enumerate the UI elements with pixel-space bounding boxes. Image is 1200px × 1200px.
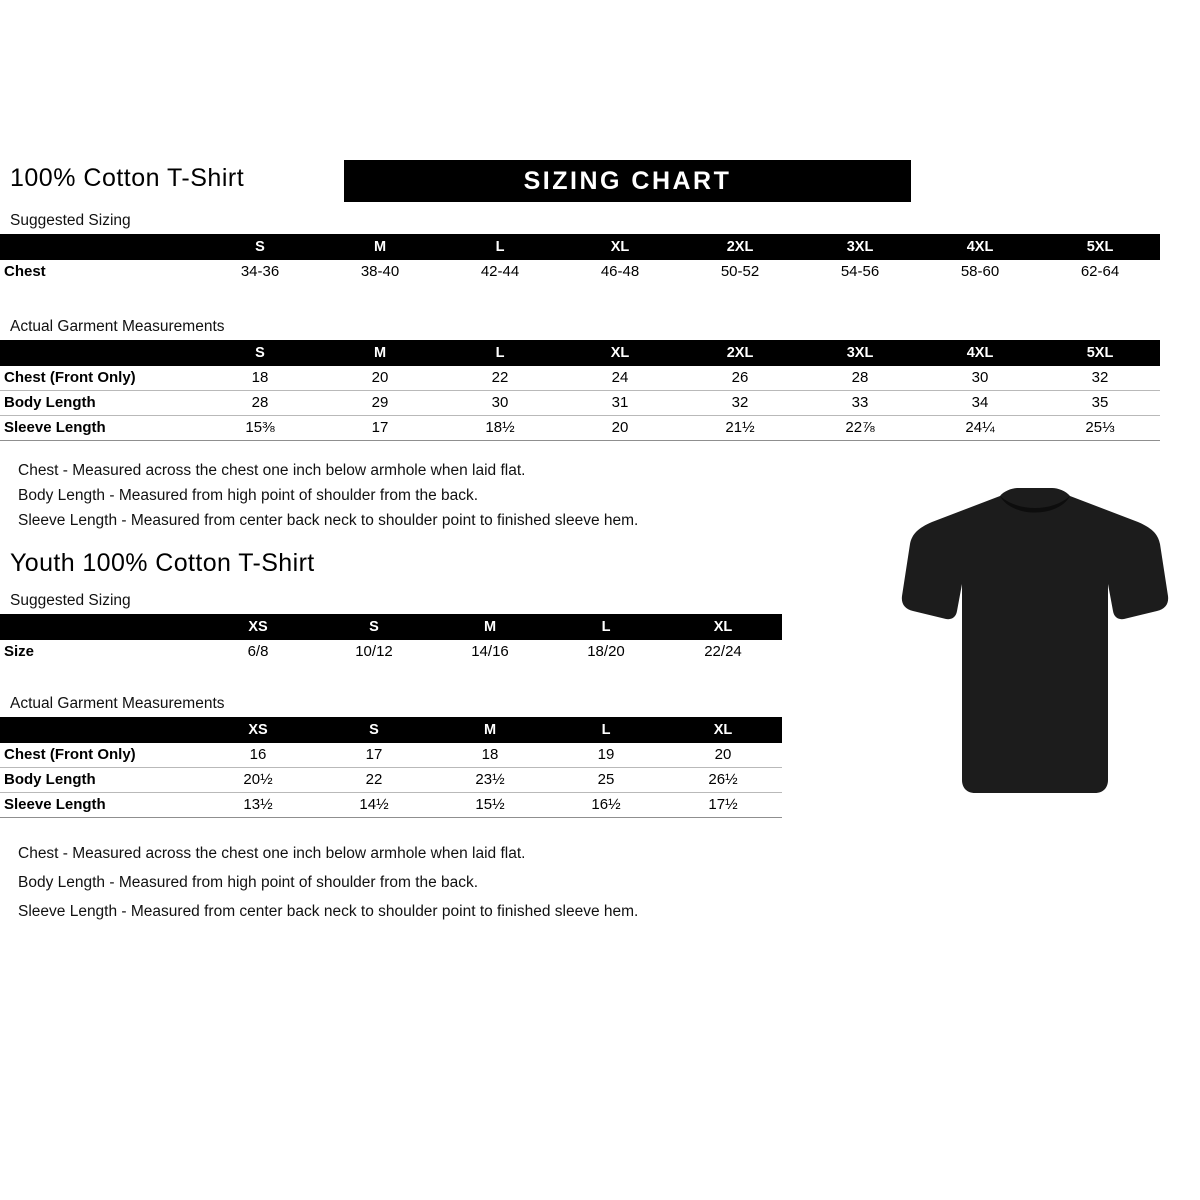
table-body xyxy=(0,743,782,818)
adult-suggested-header-4xl: 4XL xyxy=(920,234,1040,260)
table-cell: 28 xyxy=(200,391,320,416)
table-row xyxy=(0,416,1160,441)
table-cell: 13½ xyxy=(200,793,316,818)
table-row xyxy=(0,366,1160,391)
table-cell: 16 xyxy=(200,743,316,768)
youth-section-title: Youth 100% Cotton T-Shirt xyxy=(10,549,315,577)
table-cell: 25 xyxy=(548,768,664,793)
table-cell: 35 xyxy=(1040,391,1160,416)
adult-note-body-length: Body Length - Measured from high point of shoulder from the back. xyxy=(18,487,479,504)
table-cell: 17½ xyxy=(664,793,782,818)
table-body xyxy=(0,640,782,664)
table-cell: 50-52 xyxy=(720,263,760,280)
adult-actual-table xyxy=(0,340,1160,441)
youth-actual-table xyxy=(0,717,782,818)
table-header-row xyxy=(0,717,782,743)
adult-suggested-table xyxy=(0,234,1160,284)
adult-actual-header-5xl: 5XL xyxy=(1040,340,1160,366)
table-cell: 18½ xyxy=(440,416,560,441)
adult-suggested-header-label xyxy=(0,234,200,260)
adult-suggested-header-5xl: 5XL xyxy=(1040,234,1160,260)
youth-suggested-header-label xyxy=(0,614,200,640)
table-cell: 19 xyxy=(548,743,664,768)
table-cell: 58-60 xyxy=(960,263,1000,280)
adult-actual-header-4xl: 4XL xyxy=(920,340,1040,366)
table-row xyxy=(0,640,782,664)
table-cell: 16½ xyxy=(548,793,664,818)
table-cell: 32 xyxy=(1040,366,1160,391)
table-cell: 18/20 xyxy=(587,643,625,660)
adult-suggested-header-m: M xyxy=(320,234,440,260)
table-cell: 34-36 xyxy=(240,263,280,280)
youth-actual-header-label xyxy=(0,717,200,743)
table-cell: 22 xyxy=(440,366,560,391)
tshirt-icon xyxy=(900,488,1170,808)
adult-suggested-caption: Suggested Sizing xyxy=(10,212,131,229)
page-title: 100% Cotton T-Shirt xyxy=(10,164,245,192)
table-cell: 29 xyxy=(320,391,440,416)
table-row xyxy=(0,793,782,818)
table-cell: 15⅜ xyxy=(200,416,320,441)
adult-actual-header-2xl: 2XL xyxy=(680,340,800,366)
youth-suggested-header-xl: XL xyxy=(664,614,782,640)
youth-actual-header-m: M xyxy=(432,717,548,743)
table-cell: 30 xyxy=(440,391,560,416)
table-cell: 46-48 xyxy=(600,263,640,280)
adult-actual-caption: Actual Garment Measurements xyxy=(10,318,225,335)
table-cell: 26 xyxy=(680,366,800,391)
table-cell: 33 xyxy=(800,391,920,416)
row-label: Chest (Front Only) xyxy=(0,743,200,768)
table-cell: 14½ xyxy=(316,793,432,818)
table-cell: 54-56 xyxy=(840,263,880,280)
adult-actual-header-l: L xyxy=(440,340,560,366)
table-cell: 20 xyxy=(664,743,782,768)
table-body xyxy=(0,366,1160,441)
table-cell: 25⅓ xyxy=(1040,416,1160,441)
adult-actual-header-m: M xyxy=(320,340,440,366)
adult-suggested-header-2xl: 2XL xyxy=(680,234,800,260)
table-cell: 24¼ xyxy=(920,416,1040,441)
youth-actual-caption: Actual Garment Measurements xyxy=(10,695,225,712)
table-cell: 18 xyxy=(200,366,320,391)
row-label: Sleeve Length xyxy=(0,793,200,818)
tshirt-illustration xyxy=(900,488,1170,808)
youth-suggested-header-l: L xyxy=(548,614,664,640)
table-cell: 62-64 xyxy=(1080,263,1120,280)
table-header-row xyxy=(0,340,1160,366)
row-label: Chest (Front Only) xyxy=(0,366,200,391)
adult-suggested-header-s: S xyxy=(200,234,320,260)
header-row xyxy=(10,160,1190,204)
table-header-row xyxy=(0,614,782,640)
youth-suggested-header-m: M xyxy=(432,614,548,640)
youth-actual-header-xs: XS xyxy=(200,717,316,743)
adult-suggested-header-3xl: 3XL xyxy=(800,234,920,260)
table-cell: 28 xyxy=(800,366,920,391)
row-label: Body Length xyxy=(0,391,200,416)
table-cell: 20 xyxy=(320,366,440,391)
row-label: Body Length xyxy=(0,768,200,793)
table-cell: 26½ xyxy=(664,768,782,793)
adult-actual-header-s: S xyxy=(200,340,320,366)
adult-note-sleeve-length: Sleeve Length - Measured from center back neck to shoulder point to finished sleeve hem. xyxy=(18,512,639,529)
table-header-row xyxy=(0,234,1160,260)
table-cell: 17 xyxy=(316,743,432,768)
table-row xyxy=(0,260,1160,284)
table-cell: 22 xyxy=(316,768,432,793)
table-cell: 20 xyxy=(560,416,680,441)
youth-suggested-table xyxy=(0,614,782,664)
adult-suggested-header-xl: XL xyxy=(560,234,680,260)
table-cell: 23½ xyxy=(432,768,548,793)
table-row xyxy=(0,768,782,793)
table-cell: 10/12 xyxy=(355,643,393,660)
sizing-chart-banner-label: SIZING CHART xyxy=(523,166,732,195)
youth-note-sleeve-length: Sleeve Length - Measured from center back neck to shoulder point to finished sleeve hem. xyxy=(18,903,639,920)
table-cell: 42-44 xyxy=(480,263,520,280)
table-cell: 21½ xyxy=(680,416,800,441)
adult-suggested-header-l: L xyxy=(440,234,560,260)
table-cell: 20½ xyxy=(200,768,316,793)
table-cell: 6/8 xyxy=(247,643,269,660)
adult-actual-header-label xyxy=(0,340,200,366)
adult-actual-header-xl: XL xyxy=(560,340,680,366)
youth-suggested-caption: Suggested Sizing xyxy=(10,592,131,609)
sizing-chart-banner xyxy=(344,160,911,202)
youth-actual-header-xl: XL xyxy=(664,717,782,743)
table-cell: 38-40 xyxy=(360,263,400,280)
table-cell: 30 xyxy=(920,366,1040,391)
table-cell: 18 xyxy=(432,743,548,768)
table-cell: 32 xyxy=(680,391,800,416)
row-label: Sleeve Length xyxy=(0,416,200,441)
row-label: Size xyxy=(4,643,35,660)
table-cell: 15½ xyxy=(432,793,548,818)
adult-actual-header-3xl: 3XL xyxy=(800,340,920,366)
table-cell: 22⅞ xyxy=(800,416,920,441)
table-cell: 14/16 xyxy=(471,643,509,660)
youth-note-chest: Chest - Measured across the chest one inch below armhole when laid flat. xyxy=(18,845,526,862)
table-row xyxy=(0,743,782,768)
youth-suggested-header-s: S xyxy=(316,614,432,640)
table-cell: 17 xyxy=(320,416,440,441)
youth-note-body-length: Body Length - Measured from high point of shoulder from the back. xyxy=(18,874,479,891)
row-label: Chest xyxy=(4,263,46,280)
table-cell: 34 xyxy=(920,391,1040,416)
table-cell: 24 xyxy=(560,366,680,391)
youth-actual-header-l: L xyxy=(548,717,664,743)
table-row xyxy=(0,391,1160,416)
table-body xyxy=(0,260,1160,284)
adult-note-chest: Chest - Measured across the chest one inch below armhole when laid flat. xyxy=(18,462,526,479)
youth-actual-header-s: S xyxy=(316,717,432,743)
youth-suggested-header-xs: XS xyxy=(200,614,316,640)
table-cell: 31 xyxy=(560,391,680,416)
table-cell: 22/24 xyxy=(704,643,742,660)
